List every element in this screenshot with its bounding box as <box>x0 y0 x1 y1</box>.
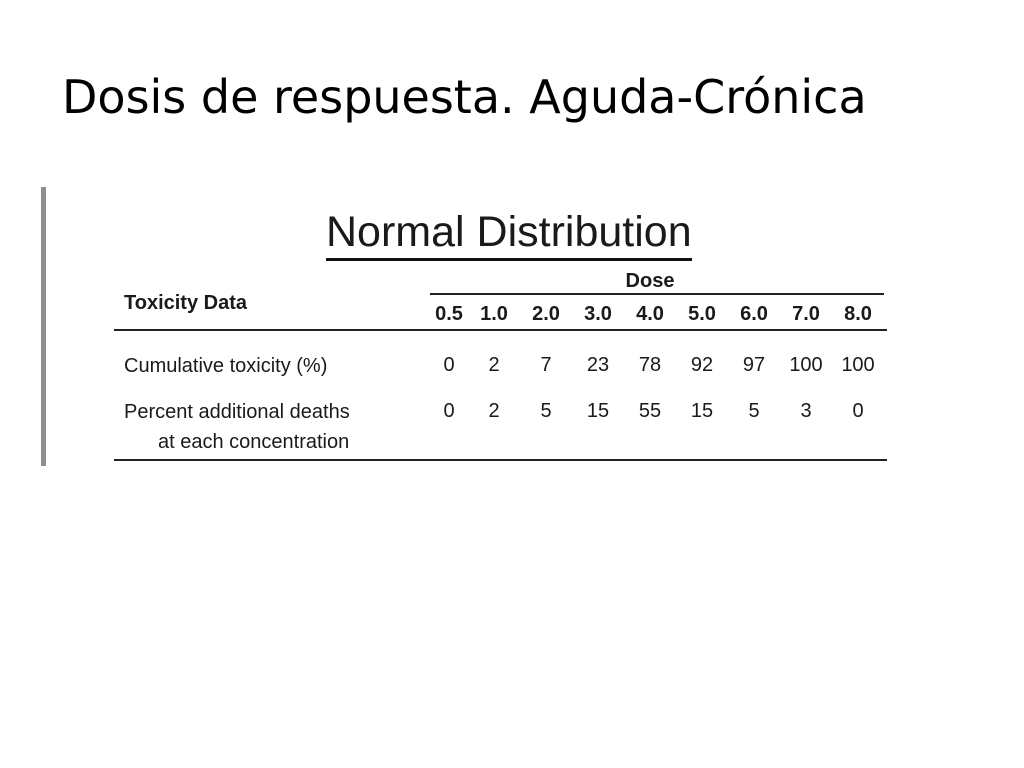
table-cell: 15 <box>586 400 610 422</box>
dose-group-header: Dose <box>625 270 675 292</box>
table-cell: 78 <box>638 354 662 376</box>
table-cell: 92 <box>690 354 714 376</box>
table-cell: 97 <box>742 354 766 376</box>
table-cell: 2 <box>488 354 500 376</box>
table-cell: 23 <box>586 354 610 376</box>
table-top-rule <box>114 329 887 331</box>
dose-column-header: 5.0 <box>688 303 716 325</box>
table-cell: 0 <box>443 400 455 422</box>
dose-column-header: 3.0 <box>584 303 612 325</box>
table-cell: 7 <box>540 354 552 376</box>
table-cell: 0 <box>852 400 864 422</box>
table-cell: 15 <box>690 400 714 422</box>
dose-column-headers <box>430 303 890 326</box>
table-row-header-label: Toxicity Data <box>124 292 247 314</box>
table-cell: 55 <box>638 400 662 422</box>
table-cell: 100 <box>789 354 823 376</box>
table-cell: 0 <box>443 354 455 376</box>
dose-column-header: 8.0 <box>844 303 872 325</box>
table-row-cumulative-toxicity <box>430 354 890 377</box>
row-label-additional-deaths-line2: at each concentration <box>158 431 350 453</box>
slide-title: Dosis de respuesta. Aguda-Crónica <box>62 70 867 124</box>
row-label-additional-deaths: Percent additional deaths <box>124 401 350 423</box>
dose-column-header: 4.0 <box>636 303 664 325</box>
dose-column-header: 6.0 <box>740 303 768 325</box>
slide-left-accent-bar <box>41 187 46 466</box>
table-cell: 5 <box>748 400 760 422</box>
table-cell: 100 <box>841 354 875 376</box>
dose-column-header: 1.0 <box>480 303 508 325</box>
table-cell: 3 <box>800 400 812 422</box>
table-cell: 5 <box>540 400 552 422</box>
dose-column-header: 2.0 <box>532 303 560 325</box>
dose-column-header: 7.0 <box>792 303 820 325</box>
row-label-cumulative-toxicity: Cumulative toxicity (%) <box>124 355 328 377</box>
figure-title: Normal Distribution <box>326 206 692 261</box>
dose-group-rule <box>430 293 884 295</box>
table-row-additional-deaths <box>430 400 890 423</box>
table-cell: 2 <box>488 400 500 422</box>
dose-column-header: 0.5 <box>435 303 463 325</box>
table-bottom-rule <box>114 459 887 461</box>
